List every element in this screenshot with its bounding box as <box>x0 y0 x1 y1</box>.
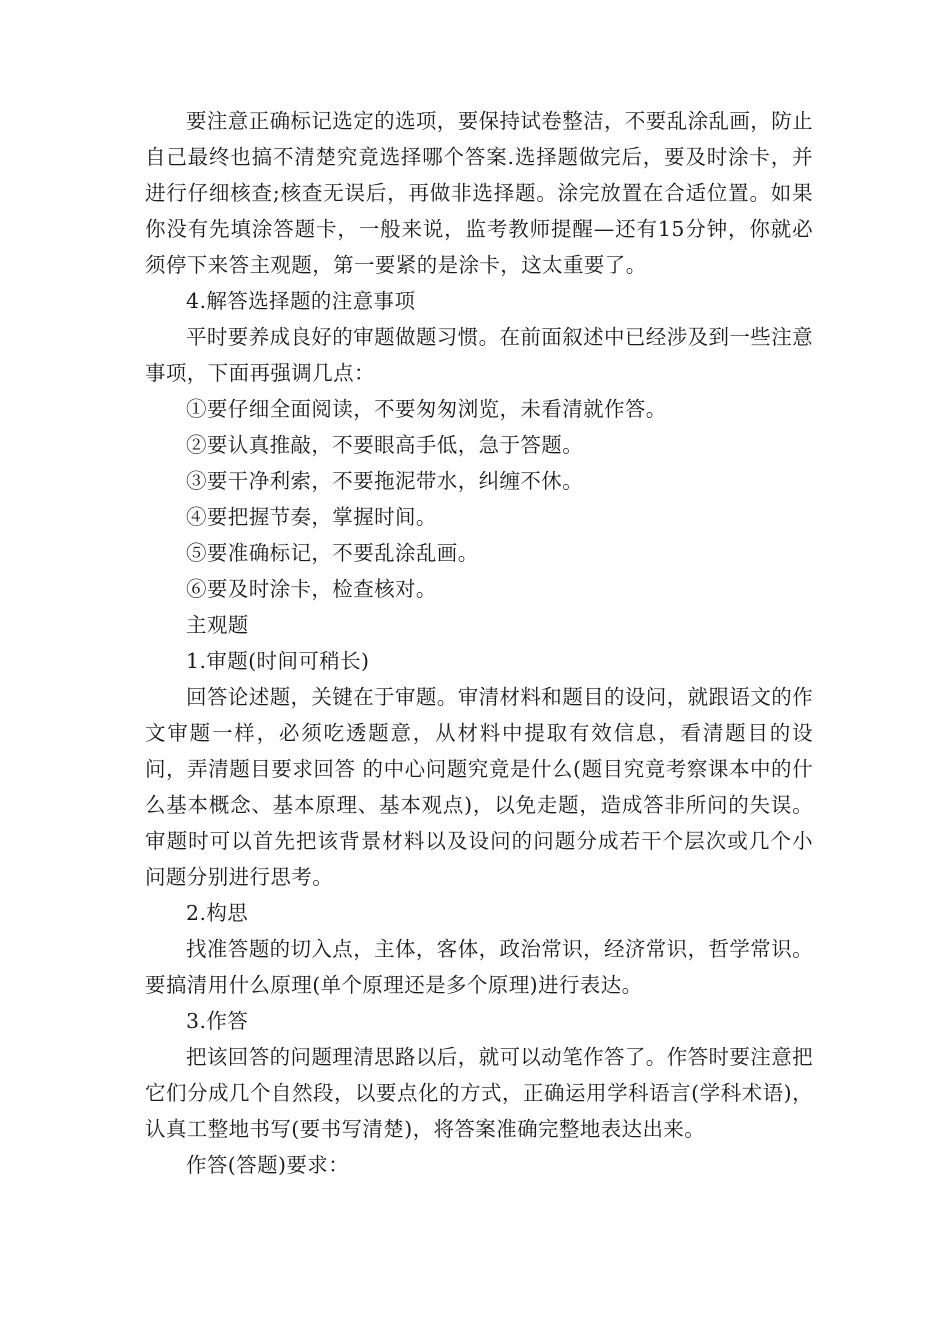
list-item-mark-accurately: ⑤要准确标记，不要乱涂乱画。 <box>186 541 479 565</box>
list-item-be-decisive: ③要干净利索，不要拖泥带水，纠缠不休。 <box>186 469 584 493</box>
document-body <box>145 103 813 1183</box>
list-item-deliberate: ②要认真推敲，不要眼高手低，急于答题。 <box>186 433 584 457</box>
paragraph-good-habits: 平时要养成良好的审题做题习惯。在前面叙述中已经涉及到一些注意事项，下面再强调几点： <box>145 325 813 385</box>
heading-answer-requirements: 作答(答题)要求： <box>186 1153 350 1177</box>
list-item-pace: ④要把握节奏，掌握时间。 <box>186 505 437 529</box>
list-item-fill-card: ⑥要及时涂卡，检查核对。 <box>186 577 437 601</box>
paragraph-answer-sheet-tips: 要注意正确标记选定的选项，要保持试卷整洁，不要乱涂乱画，防止自己最终也搞不清楚究竟选择哪个答案.选择题做完后，要及时涂卡，并进行仔细核查;核查无误后，再做非选择题。涂完放置在合适位置。如果你没有先填涂答题卡，一般来说，监考教师提醒—还有15分钟，你就必须停下来答主观题，第一要紧的是涂卡，这太重要了。 <box>145 109 813 277</box>
heading-subjective-questions: 主观题 <box>186 613 249 637</box>
paragraph-review-question: 回答论述题，关键在于审题。审清材料和题目的设问，就跟语文的作文审题一样，必须吃透题意，从材料中提取有效信息，看清题目的设问，弄清题目要求回答 的中心问题究竟是什么(题目究竟考察课本中的什么基本概念、基本原理、基本观点)，以免走题，造成答非所问的失误。审题时可以首先把该背景材料以及设问的问题分成若干个层次或几个小问题分别进行思考。 <box>145 685 813 889</box>
heading-choice-question-notes: 4.解答选择题的注意事项 <box>186 289 416 313</box>
paragraph-conceive: 找准答题的切入点，主体，客体，政治常识，经济常识，哲学常识。要搞清用什么原理(单个原理还是多个原理)进行表达。 <box>145 937 813 997</box>
heading-answer: 3.作答 <box>186 1009 249 1033</box>
heading-conceive: 2.构思 <box>186 901 249 925</box>
paragraph-answer: 把该回答的问题理清思路以后，就可以动笔作答了。作答时要注意把它们分成几个自然段，以要点化的方式，正确运用学科语言(学科术语)，认真工整地书写(要书写清楚)，将答案准确完整地表达出来。 <box>145 1045 813 1141</box>
list-item-read-carefully: ①要仔细全面阅读，不要匆匆浏览，未看清就作答。 <box>186 397 667 421</box>
heading-review-question: 1.审题(时间可稍长) <box>186 649 370 673</box>
